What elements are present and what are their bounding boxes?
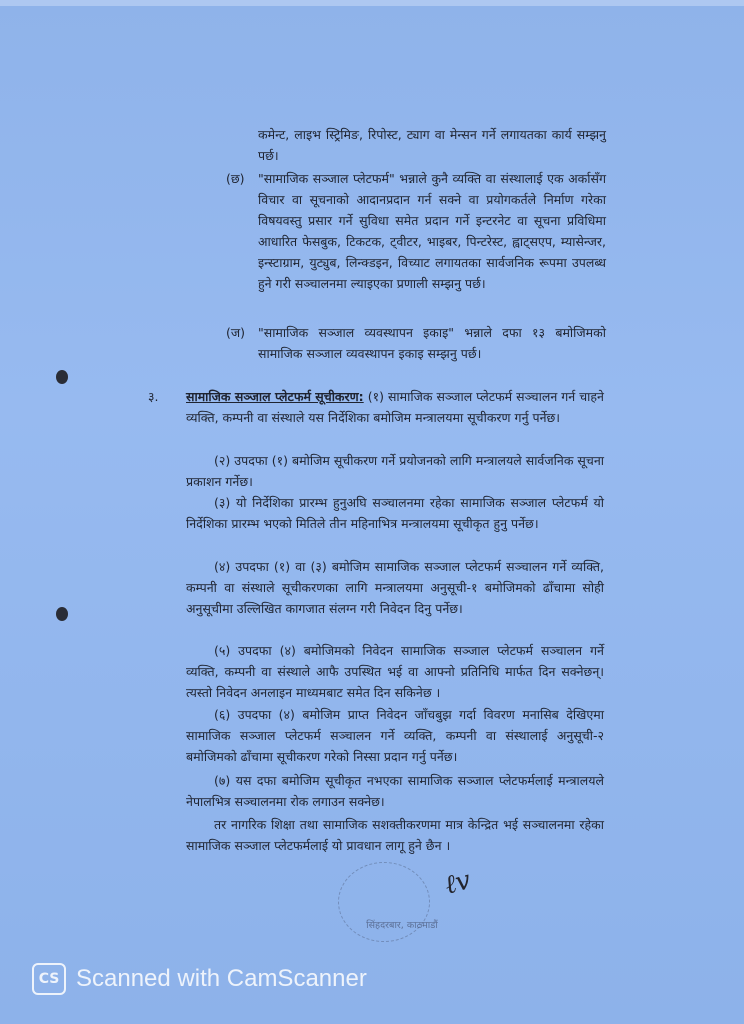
clause-chha-text: "सामाजिक सञ्जाल प्लेटफर्म" भन्नाले कुनै व्यक्ति वा संस्थालाई एक अर्कासँग विचार वा सूचनाको आदानप्रदान गर्न सक्ने वा प्रयोगकर्तले निर्माण गरेका विषयवस्तु प्रसार गर्ने सुविधा समेत प्रदान गर्ने इन्टरनेट वा सूचना प्रविधिमा आधारित फेसबुक, टिकटक, ट्वीटर, भाइबर, पिन्टरेस्ट, ह्वाट्सएप, म्यासेन्जर, इन्स्टाग्राम, युट्युब, लिन्क्डइन, विच्याट लगायतका सार्वजनिक रूपमा उपलब्ध हुने गरी सञ्चालनमा ल्याइएका प्रणाली सम्झनु पर्छ। xyxy=(258,171,606,291)
section-3-paragraph-6: (६) उपदफा (४) बमोजिम प्राप्त निवेदन जाँचबुझ गर्दा विवरण मनासिब देखिएमा सामाजिक सञ्जाल प्लेटफर्म सञ्चालन गर्ने व्यक्ति, कम्पनी वा संस्थालाई अनुसूची-२ बमोजिमको ढाँचामा सूचीकरण गरेको निस्सा प्रदान गर्नु पर्नेछ। xyxy=(186,707,604,764)
section-3-paragraph-2: (२) उपदफा (१) बमोजिम सूचीकरण गर्ने प्रयोजनको लागि मन्त्रालयले सार्वजनिक सूचना प्रकाशन गर्नेछ। xyxy=(186,453,604,489)
signature: ℓv xyxy=(441,865,474,901)
watermark-text: Scanned with CamScanner xyxy=(76,965,367,992)
section-3-paragraph-3: (३) यो निर्देशिका प्रारम्भ हुनुअघि सञ्चालनमा रहेका सामाजिक सञ्जाल प्लेटफर्म यो निर्देशिका प्रारम्भ भएको मितिले तीन महिनाभित्र मन्त्रालयमा सूचीकृत हुनु पर्नेछ। xyxy=(186,495,604,531)
clause-chha-label: (छ) xyxy=(226,171,245,186)
section-3-paragraph-7: (७) यस दफा बमोजिम सूचीकृत नभएका सामाजिक सञ्जाल प्लेटफर्मलाई मन्त्रालयले नेपालभित्र सञ्चालनमा रोक लगाउन सक्नेछ। xyxy=(186,773,604,809)
punch-hole-bottom xyxy=(56,607,68,621)
section-3-proviso: तर नागरिक शिक्षा तथा सामाजिक सशक्तीकरणमा मात्र केन्द्रित भई सञ्चालनमा रहेका सामाजिक सञ्जाल प्लेटफर्मलाई यो प्रावधान लागू हुने छैन । xyxy=(186,817,604,853)
section-3-p1-text: (१) सामाजिक सञ्जाल प्लेटफर्म सञ्चालन गर्न चाहने व्यक्ति, कम्पनी वा संस्थाले यस निर्देशिका बमोजिम मन्त्रालयमा सूचीकरण गर्नु पर्नेछ। xyxy=(186,389,604,425)
section-3-paragraph-1 xyxy=(186,386,604,428)
stamp-text: सिंहदरबार, काठमाडौं xyxy=(366,920,438,931)
section-3-paragraph-4: (४) उपदफा (१) वा (३) बमोजिम सामाजिक सञ्जाल प्लेटफर्म सञ्चालन गर्ने व्यक्ति, कम्पनी वा संस्थाले सूचीकरणका लागि मन्त्रालयमा अनुसूची-१ बमोजिमको ढाँचामा सोही अनुसूचीमा उल्लिखित कागजात संलग्न गरी निवेदन दिनु पर्नेछ। xyxy=(186,559,604,616)
camscanner-watermark xyxy=(32,963,367,995)
camscanner-logo-icon: CS xyxy=(32,963,66,995)
clause-ja-label: (ज) xyxy=(226,325,246,340)
punch-hole-top xyxy=(56,370,68,384)
section-3-paragraph-5: (५) उपदफा (४) बमोजिमको निवेदन सामाजिक सञ्जाल प्लेटफर्म सञ्चालन गर्ने व्यक्ति, कम्पनी वा संस्थाले आफै उपस्थित भई वा आफ्नो प्रतिनिधि मार्फत दिन सक्नेछन्। त्यस्तो निवेदन अनलाइन माध्यमबाट समेत दिन सकिनेछ । xyxy=(186,643,604,700)
section-number: ३. xyxy=(148,389,159,404)
clause-ja-text: "सामाजिक सञ्जाल व्यवस्थापन इकाइ" भन्नाले दफा १३ बमोजिमको सामाजिक सञ्जाल व्यवस्थापन इकाइ सम्झनु पर्छ। xyxy=(258,325,606,361)
intro-paragraph: कमेन्ट, लाइभ स्ट्रिमिङ, रिपोस्ट, ट्याग वा मेन्सन गर्ने लगायतका कार्य सम्झनु पर्छ। xyxy=(258,127,606,163)
section-heading: सामाजिक सञ्जाल प्लेटफर्म सूचीकरण: xyxy=(186,389,364,404)
